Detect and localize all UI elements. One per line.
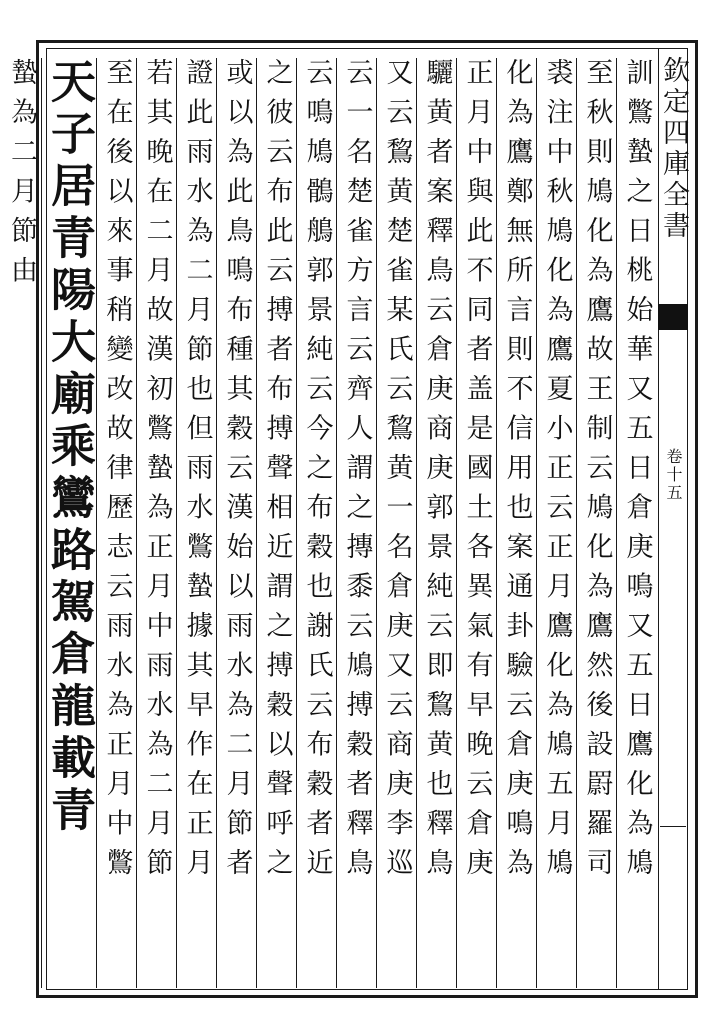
commentary-line: 云鳴鳩鶻鵃郭景純云今之布穀也謝氏云布穀者近 (301, 58, 333, 888)
text-column (536, 58, 576, 988)
commentary-line: 裘注中秋鳩化為鷹夏小正云正月鷹化為鳩五月鳩 (541, 58, 573, 888)
text-column (176, 58, 216, 988)
commentary-line (0, 58, 1, 988)
commentary-line: 或以為此鳥鳴布種其穀云漢始以雨水為二月節者 (221, 58, 253, 888)
commentary-line: 訓鷩蟄之日桃始華又五日倉庚鳴又五日鷹化為鳩 (621, 58, 653, 888)
text-column (616, 58, 656, 988)
text-column (1, 58, 41, 988)
text-column (96, 58, 136, 988)
commentary-line: 正月中與此不同者盖是國土各異氣有早晚云倉庚 (461, 58, 493, 888)
commentary-line: 云一名楚雀方言云齊人謂之摶黍云鳩搏穀者釋鳥 (341, 58, 373, 888)
text-column (496, 58, 536, 988)
commentary-line: 驪黄者案釋鳥云倉庚商庚郭景純云即鵹黄也釋鳥 (421, 58, 453, 888)
text-column (376, 58, 416, 988)
text-column (416, 58, 456, 988)
book-title: 欽定四庫全書 (658, 56, 689, 242)
commentary-line: 至在後以來事稍變改故律歷志云雨水為正月中鷩 (101, 58, 133, 888)
text-column (0, 58, 1, 988)
text-columns (6, 58, 656, 988)
text-column (296, 58, 336, 988)
commentary-line: 證此雨水為二月節也但雨水鷩蟄據其早作在正月 (181, 58, 213, 888)
text-column (136, 58, 176, 988)
commentary-line: 之彼云布此云搏者布搏聲相近謂之搏穀以聲呼之 (261, 58, 293, 888)
text-column (256, 58, 296, 988)
text-column (576, 58, 616, 988)
text-column (456, 58, 496, 988)
commentary-line: 蟄為二月節由 (6, 58, 37, 295)
commentary-line: 化為鷹鄭無所言則不信用也案通卦驗云倉庚鳴為 (501, 58, 533, 888)
fish-tail-mark (658, 304, 688, 330)
commentary-line: 至秋則鳩化為鷹故王制云鳩化為鷹然後設罻羅司 (581, 58, 613, 888)
text-column (336, 58, 376, 988)
commentary-line: 又云鵹黄楚雀某氏云鵹黄一名倉庚又云商庚李巡 (381, 58, 413, 888)
main-text-column (41, 58, 96, 988)
text-column (216, 58, 256, 988)
main-text-line: 天子居青陽大廟乘鸞路駕倉龍載青 (43, 58, 96, 838)
margin-rule (660, 826, 686, 827)
volume-label: 卷十五 (664, 448, 683, 502)
commentary-line: 若其晚在二月故漢初鷩蟄為正月中雨水為二月節 (141, 58, 173, 888)
